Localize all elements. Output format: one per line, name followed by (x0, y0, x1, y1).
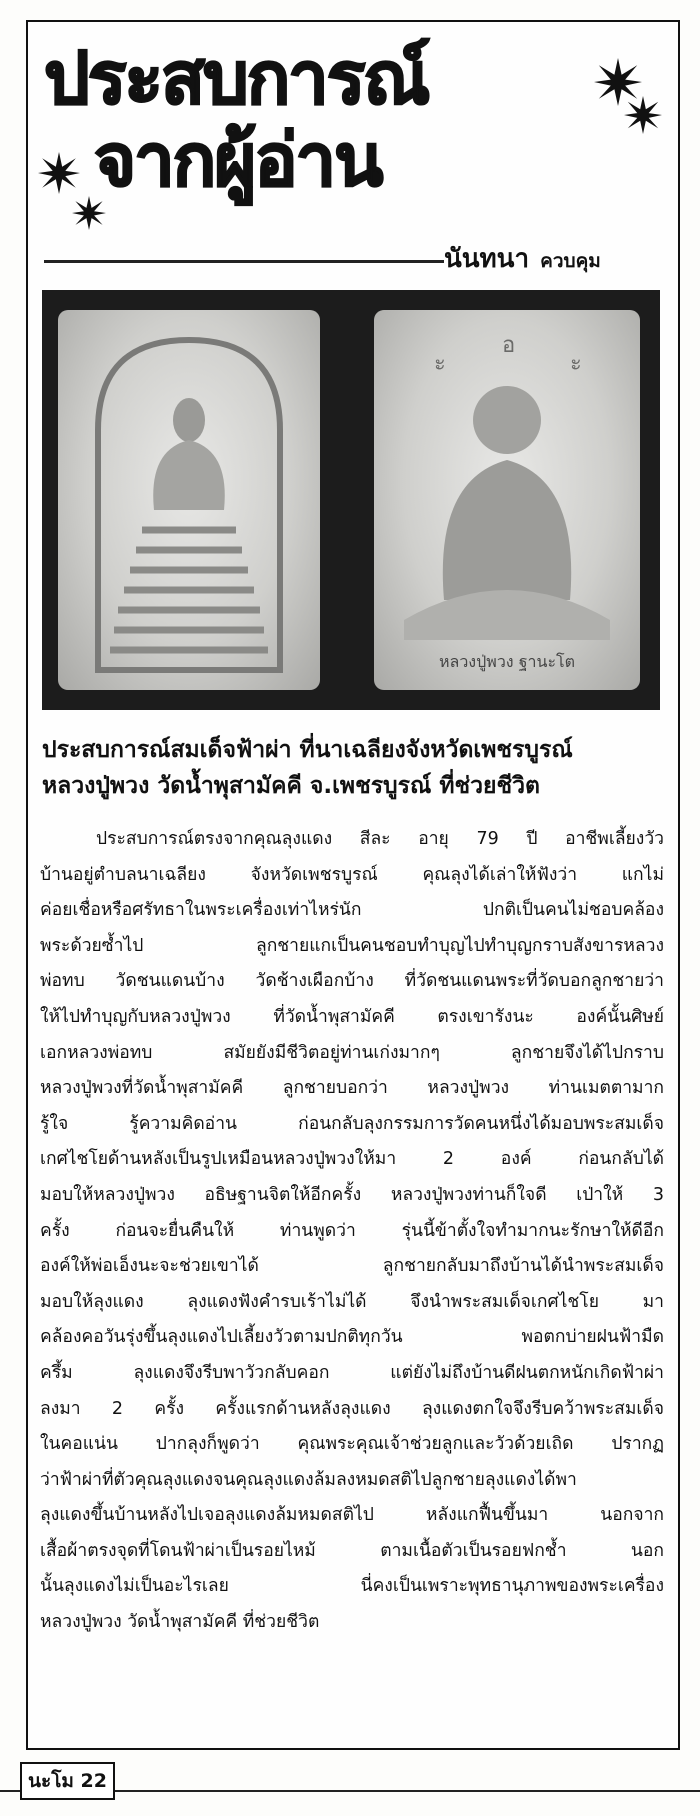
page-folio: นะโม 22 (20, 1762, 115, 1800)
starburst-icon (624, 96, 662, 134)
body-line: พ่อทบ วัดชนแดนบ้าง วัดช้างเผือกบ้าง ที่วัดชนแดนพระที่วัดบอกลูกชายว่า (40, 971, 664, 992)
amulet-inscription: หลวงปู่พวง ฐานะโต (438, 652, 576, 671)
body-line: ในคอแน่น ปากลุงก็พูดว่า คุณพระคุณเจ้าช่วยลูกและวัวด้วยเถิด ปรากฏ (40, 1434, 664, 1455)
monk-portrait-relief-icon (374, 310, 640, 690)
body-line: ลงมา 2 ครั้ง ครั้งแรกด้านหลังลุงแดง ลุงแดงตกใจจึงรีบคว้าพระสมเด็จ (40, 1398, 664, 1419)
body-line: หลวงปู่พวงที่วัดน้ำพุสามัคคี ลูกชายบอกว่า หลวงปู่พวง ท่านเมตตามาก (40, 1078, 664, 1099)
body-line: องค์ให้พ่อเอ็งนะจะช่วยเขาได้ ลูกชายกลับมาถึงบ้านได้นำพระสมเด็จ (40, 1256, 664, 1277)
masthead-title-line2: จากผู้อ่าน (94, 118, 382, 202)
body-line: ค่อยเชื่อหรือศรัทธาในพระเครื่องเท่าไหร่นัก ปกติเป็นคนไม่ชอบคล้อง (40, 900, 664, 921)
article-headline (42, 732, 662, 804)
body-line: ครึ้ม ลุงแดงจึงรีบพาวัวกลับคอก แต่ยังไม่ถึงบ้านดีฝนตกหนักเกิดฟ้าผ่า (40, 1362, 664, 1383)
amulet-back-image (374, 310, 640, 690)
body-line: เสื้อผ้าตรงจุดที่โดนฟ้าผ่าเป็นรอยไหม้ ตามเนื้อตัวเป็นรอยฟกช้ำ นอก (40, 1540, 664, 1561)
amulet-front-image (58, 310, 320, 690)
svg-text:ะ: ะ (570, 351, 582, 376)
body-line: คล้องคอวันรุ่งขึ้นลุงแดงไปเลี้ยงวัวตามปกติทุกวัน พอตกบ่ายฝนฟ้ามืด (40, 1327, 664, 1348)
byline-rule (44, 260, 444, 263)
seated-buddha-relief-icon (58, 310, 320, 690)
starburst-icon (38, 152, 80, 194)
body-line: ครั้ง ก่อนจะยื่นคืนให้ ท่านพูดว่า รุ่นนี้ข้าตั้งใจทำมากนะรักษาให้ดีอีก (40, 1220, 664, 1241)
svg-text:อ: อ (502, 333, 516, 358)
byline (444, 238, 674, 279)
amulet-photo (42, 290, 660, 710)
headline-line1: ประสบการณ์สมเด็จฟ้าผ่า ที่นาเฉลียงจังหวัดเพชรบูรณ์ (42, 737, 573, 763)
svg-text:ะ: ะ (434, 351, 446, 376)
body-line: เกศไชโยด้านหลังเป็นรูปเหมือนหลวงปู่พวงให้มา 2 องค์ ก่อนกลับได้ (40, 1149, 664, 1170)
byline-name: นันทนา (444, 244, 530, 274)
body-line: หลวงปู่พวง วัดน้ำพุสามัคคี ที่ช่วยชีวิต (40, 1612, 320, 1633)
body-line: นั้นลุงแดงไม่เป็นอะไรเลย นี่คงเป็นเพราะพุทธานุภาพของพระเครื่อง (40, 1576, 664, 1597)
body-line: ให้ไปทำบุญกับหลวงปู่พวง ที่วัดน้ำพุสามัคคี ตรงเขารังนะ องค์นั้นศิษย์ (40, 1006, 664, 1027)
body-line: ประสบการณ์ตรงจากคุณลุงแดง สีละ อายุ 79 ปี อาชีพเลี้ยงวัว (96, 829, 664, 849)
masthead (34, 32, 674, 232)
body-line: รู้ใจ รู้ความคิดอ่าน ก่อนกลับลุงกรรมการวัดคนหนึ่งได้มอบพระสมเด็จ (40, 1113, 664, 1134)
body-line: พระด้วยซ้ำไป ลูกชายแกเป็นคนชอบทำบุญไปทำบุญกราบสังขารหลวง (40, 935, 664, 956)
headline-line2: หลวงปู่พวง วัดน้ำพุสามัคคี จ.เพชรบูรณ์ ที่ช่วยชีวิต (42, 773, 540, 799)
byline-role: ควบคุม (540, 250, 601, 272)
body-line: มอบให้หลวงปู่พวง อธิษฐานจิตให้อีกครั้ง หลวงปู่พวงท่านก็ใจดี เป่าให้ 3 (40, 1184, 664, 1205)
body-line: ว่าฟ้าผ่าที่ตัวคุณลุงแดงจนคุณลุงแดงล้มลงหมดสติไปลูกชายลุงแดงได้พา (40, 1469, 577, 1490)
body-line: เอกหลวงพ่อทบ สมัยยังมีชีวิตอยู่ท่านเก่งมากๆ ลูกชายจึงได้ไปกราบ (40, 1042, 664, 1063)
starburst-icon (72, 196, 106, 230)
masthead-title-line1: ประสบการณ์ (44, 36, 429, 120)
body-line: บ้านอยู่ตำบลนาเฉลียง จังหวัดเพชรบูรณ์ คุณลุงได้เล่าให้ฟังว่า แกไม่ (40, 864, 664, 885)
body-line: ลุงแดงขึ้นบ้านหลังไปเจอลุงแดงล้มหมดสติไป หลังแกฟื้นขึ้นมา นอกจาก (40, 1505, 664, 1526)
article-body (40, 822, 664, 1641)
body-line: มอบให้ลุงแดง ลุงแดงฟังคำรบเร้าไม่ได้ จึงนำพระสมเด็จเกศไชโย มา (40, 1291, 664, 1312)
